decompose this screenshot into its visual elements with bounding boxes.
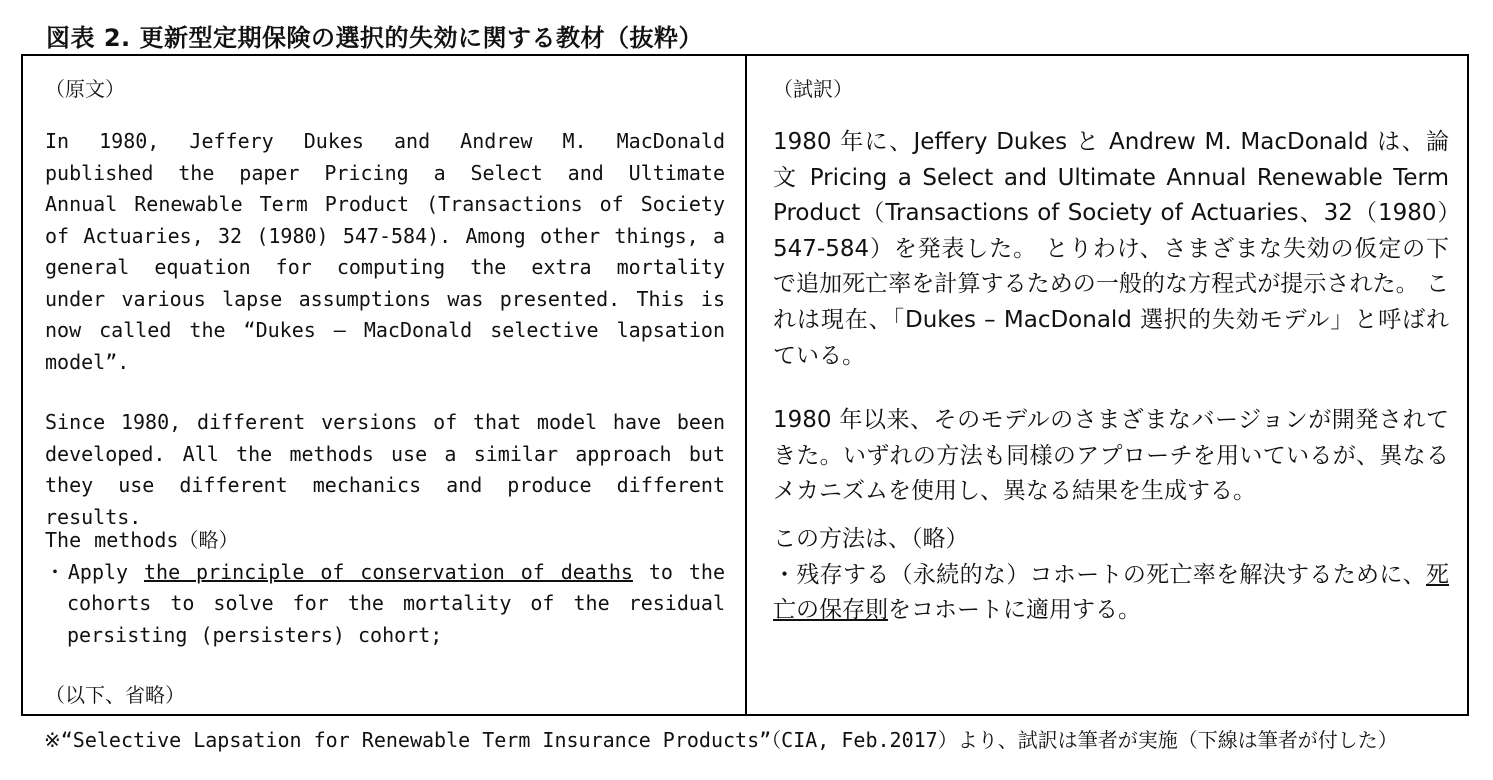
original-underlined-phrase: the principle of conservation of deaths <box>144 559 633 584</box>
original-bullet-suffix: to the cohorts to solve for the mortality of the residual persisting (persisters) cohort; <box>67 559 725 647</box>
original-paragraph-1: In 1980, Jeffery Dukes and Andrew M. MacDonald published the paper Pricing a Select and Ultimate Annual Renewable Term Product (Transactions of Society of Actuaries, 32 (1980) 547-584). Among other things, a general equation for computing the extra mortality under various lapse assumptions was presented. This is now called the “Dukes – MacDonald selective lapsation model”. <box>45 129 725 374</box>
translation-bullet-prefix: ・残存する（永続的な）コホートの死亡率を解決するために、 <box>773 561 1426 588</box>
original-bullet <box>45 557 725 652</box>
translation-methods-block <box>773 522 1449 629</box>
original-heading: （原文） <box>45 77 125 101</box>
translation-paragraph-1: 1980 年に、Jeffery Dukes と Andrew M. MacDonald は、論文 Pricing a Select and Ultimate Annual Renewable Term Product（Transactions of Society of Actuaries、32（1980）547-584）を発表した。 とりわけ、さまざまな失効の仮定の下で追加死亡率を計算するための一般的な方程式が提示された。 これは現在、「Dukes – MacDonald 選択的失効モデル」と呼ばれている。 <box>773 129 1449 369</box>
original-closing: （以下、省略） <box>45 683 185 707</box>
translation-bullet <box>773 558 1449 629</box>
figure-title: 図表 2. 更新型定期保険の選択的失効に関する教材（抜粋） <box>46 24 704 52</box>
original-paragraph-2: Since 1980, different versions of that model have been developed. All the methods use a similar approach but they use different mechanics and produce different results. <box>45 410 725 529</box>
source-footnote: ※“Selective Lapsation for Renewable Term Insurance Products”（CIA, Feb.2017）より、試訳は筆者が実施（下線は筆者が付した） <box>44 728 1398 752</box>
translation-heading: （試訳） <box>773 77 853 101</box>
translation-paragraph-2: 1980 年以来、そのモデルのさまざまなバージョンが開発されてきた。いずれの方法も同様のアプローチを用いているが、異なるメカニズムを使用し、異なる結果を生成する。 <box>773 407 1449 505</box>
translation-bullet-suffix: をコホートに適用する。 <box>888 597 1141 624</box>
translation-underlined-phrase: 死亡の保存則 <box>773 561 1449 624</box>
translation-column <box>747 56 1467 714</box>
original-methods-block <box>45 525 725 651</box>
translation-methods-intro: この方法は、（略） <box>773 526 969 552</box>
original-methods-intro: The methods（略） <box>45 528 239 552</box>
original-text-column <box>23 56 747 714</box>
comparison-table <box>21 54 1469 716</box>
original-bullet-prefix: ・Apply <box>45 559 144 584</box>
